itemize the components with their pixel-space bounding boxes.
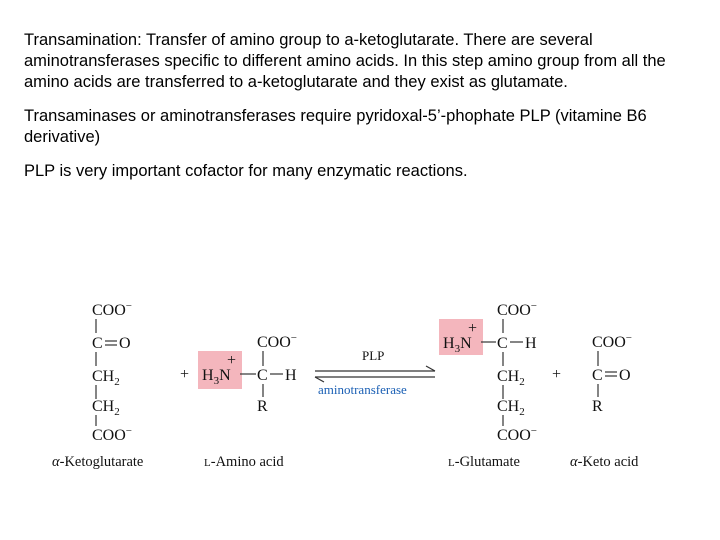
- plus-sign-left: +: [180, 366, 190, 383]
- keto-coo: COO−: [592, 332, 632, 351]
- paragraph-aminotransferases: Transaminases or aminotransferases require pyridoxal-5’-phophate PLP (vitamine B6 derivative): [24, 107, 647, 146]
- amino-r: R: [257, 398, 268, 415]
- akg-ch2-b: $CH_2$: [92, 398, 120, 418]
- amino-n-charge: +: [227, 352, 237, 369]
- l-amino-acid-structure: [198, 332, 297, 415]
- akg-carbonyl: C: [92, 335, 103, 352]
- alpha-ketoglutarate-structure: [92, 300, 132, 444]
- caption-l-amino-acid: L-Amino acid: [204, 454, 284, 470]
- glu-ch2-a: $CH_2$: [497, 368, 525, 388]
- plus-sign-right: +: [552, 366, 562, 383]
- keto-oxygen: O: [619, 367, 631, 384]
- caption-alpha-keto-acid: α-Keto acid: [570, 454, 639, 470]
- paragraph-plp: PLP is very important cofactor for many enzymatic reactions.: [24, 162, 468, 180]
- paragraph-transamination: Transamination: Transfer of amino group to a-ketoglutarate. There are several aminotransferases specific to different amino acids. In this step amino group from all the amino acids are transferred to a-ketoglutarate and they exist as glutamate.: [24, 31, 666, 91]
- amino-h3n: $H_3N$: [202, 367, 231, 387]
- amino-h: H: [285, 367, 297, 384]
- transamination-reaction-diagram: [30, 285, 690, 480]
- keto-r: R: [592, 398, 603, 415]
- amino-alpha-c: C: [257, 367, 268, 384]
- glu-alpha-c: C: [497, 335, 508, 352]
- forward-arrowhead: [426, 366, 435, 371]
- caption-alpha-ketoglutarate: α-Ketoglutarate: [52, 454, 144, 470]
- alpha-keto-acid-structure: [592, 332, 632, 415]
- enzyme-label: aminotransferase: [318, 382, 407, 397]
- plp-cofactor-label: PLP: [362, 348, 385, 363]
- l-glutamate-structure: [439, 300, 537, 444]
- glu-coo-bottom: COO−: [497, 425, 537, 444]
- glu-coo-top: COO−: [497, 300, 537, 319]
- keto-carbonyl-c: C: [592, 367, 603, 384]
- glu-h3n: $H_3N$: [443, 335, 472, 355]
- amino-coo: COO−: [257, 332, 297, 351]
- akg-oxygen: O: [119, 335, 131, 352]
- akg-ch2-a: $CH_2$: [92, 368, 120, 388]
- glu-h: H: [525, 335, 537, 352]
- reaction-arrows: [315, 348, 435, 397]
- glu-ch2-b: $CH_2$: [497, 398, 525, 418]
- caption-l-glutamate: L-Glutamate: [448, 454, 520, 470]
- akg-coo-top: COO−: [92, 300, 132, 319]
- akg-coo-bottom: COO−: [92, 425, 132, 444]
- glu-n-charge: +: [468, 320, 478, 337]
